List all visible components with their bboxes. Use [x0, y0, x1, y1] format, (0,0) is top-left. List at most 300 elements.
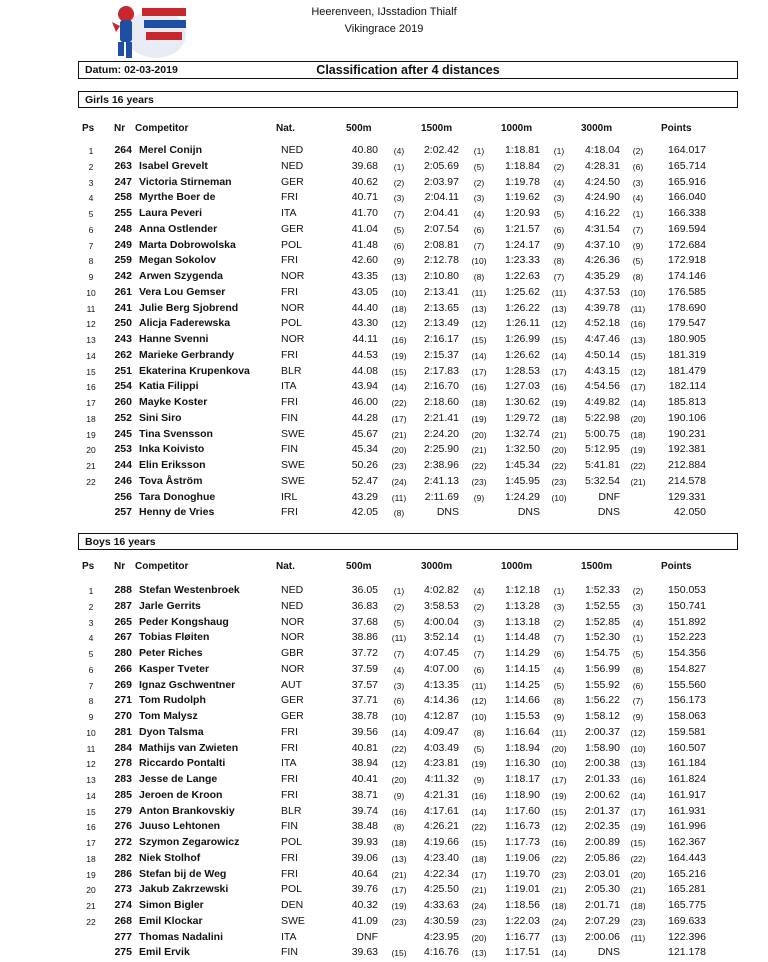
rank-4: (15) [630, 350, 646, 361]
competitor-name: Kasper Tveter [139, 662, 210, 675]
rank-4: (20) [630, 869, 646, 880]
time-2: 2:16.70 [423, 380, 459, 393]
rank: 14 [86, 790, 96, 801]
time-4: 4:35.29 [584, 270, 620, 282]
rank: 9 [88, 712, 94, 722]
start-number: 266 [114, 662, 132, 675]
time-3: 1:19.06 [504, 851, 540, 864]
time-1: 45.67 [351, 427, 378, 440]
points: 172.918 [668, 254, 706, 267]
points: 165.775 [668, 899, 706, 911]
time-3: 1:14.25 [504, 678, 540, 691]
rank: 16 [86, 822, 96, 833]
table-row [0, 491, 768, 507]
rank-3: (16) [551, 838, 567, 848]
time-4: 4:54.56 [584, 380, 620, 393]
rank-2: (2) [473, 601, 485, 612]
time-2: 4:19.66 [423, 836, 459, 848]
rank-1: (17) [391, 413, 407, 424]
rank-1: (1) [393, 161, 405, 172]
rank: 3 [88, 617, 94, 628]
col-ps: Ps [82, 561, 95, 572]
start-number: 288 [114, 584, 132, 596]
points: 161.824 [668, 773, 706, 785]
rank-1: (12) [391, 759, 407, 770]
rank-2: (4) [473, 209, 485, 219]
table-row [0, 254, 768, 270]
table-row [0, 663, 768, 679]
start-number: 245 [114, 427, 132, 440]
rank-2: (9) [473, 775, 485, 785]
start-number: 260 [114, 396, 132, 408]
rank-3: (3) [553, 193, 565, 204]
time-3: 1:13.18 [504, 615, 540, 628]
rank-4: (8) [632, 272, 644, 282]
points: 190.231 [668, 427, 706, 440]
nationality: FRI [281, 741, 298, 754]
points: 161.996 [668, 820, 706, 833]
time-2: 4:16.76 [423, 946, 459, 959]
rank-4: (21) [630, 476, 646, 487]
nationality: FRI [281, 851, 298, 864]
rank-4: (3) [632, 601, 644, 612]
time-4: 1:58.90 [584, 741, 620, 754]
nationality: DEN [281, 899, 304, 911]
rank-1: (22) [391, 743, 407, 754]
time-3: 1:14.29 [504, 647, 540, 659]
time-4: 4:47.46 [584, 333, 620, 345]
time-1: 44.40 [351, 301, 378, 314]
rank-2: (22) [471, 461, 487, 471]
time-2: 2:21.41 [423, 411, 459, 424]
rank-1: (14) [391, 382, 407, 393]
table-row [0, 176, 768, 192]
time-3: 1:19.01 [504, 883, 540, 896]
time-1: 38.86 [351, 631, 378, 644]
time-4: 4:26.36 [584, 254, 620, 267]
time-2: 2:13.49 [423, 317, 459, 330]
rank: 15 [86, 366, 96, 377]
competitor-name: Anton Brankovskiy [139, 804, 235, 817]
col-distance-3: 1000m [501, 561, 533, 572]
rank-1: (15) [391, 948, 407, 959]
rank-2: (10) [471, 256, 487, 267]
time-2: 3:52.14 [423, 631, 459, 644]
time-2: 2:18.60 [423, 396, 459, 408]
rank-4: (5) [632, 649, 644, 659]
rank-1: (5) [393, 617, 405, 628]
rank-1: (20) [391, 445, 407, 456]
rank-2: (4) [473, 586, 485, 596]
nationality: SWE [281, 427, 305, 440]
rank-2: (7) [473, 240, 485, 251]
rank-2: (22) [471, 822, 487, 833]
time-1: 41.04 [351, 222, 378, 235]
points: 150.741 [668, 599, 706, 612]
rank-1: (21) [391, 429, 407, 440]
rank-3: (7) [553, 633, 565, 644]
table-row [0, 239, 768, 255]
time-3: 1:32.74 [504, 427, 540, 440]
competitor-name: Szymon Zegarowicz [139, 836, 240, 848]
nationality: SWE [281, 914, 305, 927]
time-4: 1:56.22 [584, 694, 620, 707]
rank-1: (1) [393, 586, 405, 596]
rank-4: (4) [632, 617, 644, 628]
rank-4: (2) [632, 586, 644, 596]
col-nat: Nat. [276, 561, 295, 572]
start-number: 250 [114, 317, 132, 330]
rank-4: (8) [632, 664, 644, 675]
nationality: FRI [281, 773, 298, 785]
time-3: 1:17.60 [504, 804, 540, 817]
time-4: 1:52.85 [584, 615, 620, 628]
time-4: 2:07.29 [584, 914, 620, 927]
time-3: 1:26.11 [505, 317, 540, 330]
nationality: FRI [281, 867, 298, 880]
nationality: AUT [281, 678, 302, 691]
time-3: 1:18.81 [504, 144, 540, 156]
col-points: Points [661, 561, 692, 572]
rank-2: (2) [473, 177, 485, 188]
competitor-name: Elin Eriksson [139, 459, 206, 471]
time-4: 1:52.55 [584, 599, 620, 612]
start-number: 252 [114, 411, 132, 424]
competitor-name: Jakub Zakrzewski [139, 883, 229, 896]
time-2: 4:07.00 [423, 662, 459, 675]
page-title: Classification after 4 distances [316, 63, 500, 77]
rank-2: (21) [471, 885, 487, 896]
time-4: 4:50.14 [584, 348, 620, 361]
start-number: 267 [114, 631, 132, 644]
time-4: 4:24.50 [584, 175, 620, 188]
time-1: 40.32 [351, 899, 378, 911]
time-2: 2:38.96 [423, 459, 459, 471]
points: 160.507 [668, 741, 706, 754]
col-distance-2: 3000m [421, 561, 453, 572]
time-2: 2:41.13 [423, 474, 459, 487]
time-1: 39.63 [351, 946, 378, 959]
rank-3: (5) [553, 209, 565, 219]
table-row [0, 333, 768, 349]
table-row [0, 459, 768, 475]
rank-4: (13) [630, 335, 646, 345]
rank-1: (23) [391, 916, 407, 927]
nationality: NED [281, 159, 304, 172]
time-3: 1:24.29 [504, 490, 540, 503]
start-number: 280 [114, 647, 132, 659]
rank: 8 [88, 256, 94, 267]
time-2: 2:02.42 [423, 144, 459, 156]
time-3: 1:18.94 [504, 741, 540, 754]
competitor-name: Henny de Vries [139, 506, 215, 519]
time-1: 41.70 [351, 207, 378, 219]
time-3: 1:26.99 [504, 333, 540, 345]
rank: 14 [86, 350, 96, 361]
nationality: GER [281, 175, 304, 188]
rank-3: (17) [551, 366, 567, 377]
rank-3: (21) [551, 429, 567, 440]
time-2: 2:16.17 [423, 333, 459, 345]
points: 156.173 [668, 694, 706, 707]
start-number: 279 [114, 804, 132, 817]
time-4: 2:00.06 [584, 930, 620, 943]
time-3: 1:17.73 [504, 836, 540, 848]
time-2: 4:02.82 [423, 584, 459, 596]
time-1: 39.56 [351, 725, 378, 738]
time-3: 1:25.62 [504, 285, 540, 298]
time-4: 1:52.30 [584, 631, 620, 644]
nationality: NOR [281, 333, 305, 345]
col-nat: Nat. [276, 123, 295, 134]
rank-4: (9) [632, 240, 644, 251]
nationality: FRI [281, 725, 298, 738]
time-2: 2:04.11 [424, 191, 459, 204]
rank-1: (8) [393, 822, 405, 833]
table-row [0, 868, 768, 884]
rank: 21 [86, 461, 96, 471]
rank-3: (19) [551, 790, 567, 801]
points: 162.367 [668, 836, 706, 848]
time-4: 1:54.75 [584, 647, 620, 659]
col-competitor: Competitor [135, 123, 189, 134]
time-1: 40.80 [351, 144, 378, 156]
points: 192.381 [668, 443, 706, 456]
competitor-name: Marieke Gerbrandy [139, 348, 235, 361]
time-2: 4:26.21 [423, 820, 459, 833]
start-number: 258 [114, 191, 132, 204]
rank-1: (19) [391, 350, 407, 361]
rank-1: (6) [393, 696, 405, 707]
rank-1: (10) [391, 287, 407, 298]
start-number: 244 [114, 459, 132, 471]
time-3: 1:16.73 [504, 820, 540, 833]
rank-1: (4) [393, 146, 405, 156]
time-4: 1:55.92 [584, 678, 620, 691]
competitor-name: Dyon Talsma [139, 725, 204, 738]
points: 178.690 [668, 301, 706, 314]
start-number: 249 [114, 238, 132, 251]
time-1: 38.78 [351, 710, 378, 722]
table-row [0, 380, 768, 396]
competitor-name: Stefan Westenbroek [139, 584, 240, 596]
rank: 4 [88, 193, 94, 204]
nationality: BLR [281, 804, 302, 817]
time-1: 39.93 [351, 836, 378, 848]
rank-4: (3) [632, 177, 644, 188]
nationality: POL [281, 883, 303, 896]
table-row [0, 710, 768, 726]
rank-3: (4) [553, 177, 565, 188]
time-3: 1:21.57 [504, 222, 540, 235]
time-3: 1:16.30 [504, 757, 540, 770]
competitor-name: Thomas Nadalini [139, 930, 224, 943]
rank: 6 [88, 224, 94, 235]
table-row [0, 836, 768, 852]
start-number: 256 [114, 490, 132, 503]
points: 180.905 [668, 333, 706, 345]
rank-3: (11) [551, 287, 567, 298]
rank-4: (1) [632, 633, 644, 644]
nationality: NOR [281, 631, 305, 644]
time-1: 45.34 [351, 443, 378, 456]
time-1: 42.60 [351, 254, 378, 267]
time-3: 1:20.93 [504, 207, 540, 219]
table-row [0, 160, 768, 176]
rank-1: (3) [393, 193, 405, 204]
nationality: ITA [281, 930, 297, 943]
time-2: 2:24.20 [423, 427, 459, 440]
rank-4: (1) [632, 209, 644, 219]
time-3: 1:14.48 [504, 631, 540, 644]
time-2: 2:07.54 [423, 222, 459, 235]
rank-4: (14) [630, 398, 646, 408]
competitor-name: Mathijs van Zwieten [139, 741, 239, 754]
rank: 3 [88, 177, 94, 188]
rank-4: (23) [630, 916, 646, 927]
competitor-name: Emil Klockar [139, 914, 203, 927]
time-2: 4:12.87 [423, 710, 459, 722]
competitor-name: Jeroen de Kroon [139, 788, 223, 801]
nationality: POL [281, 238, 303, 251]
rank-3: (4) [553, 664, 565, 675]
rank-3: (3) [553, 601, 565, 612]
nationality: FRI [281, 191, 298, 204]
time-1: 39.06 [351, 851, 378, 864]
table-row [0, 805, 768, 821]
nationality: FRI [281, 254, 298, 267]
category-bar-girls [78, 91, 738, 108]
points: 165.714 [668, 159, 706, 172]
rank-3: (13) [551, 932, 567, 943]
time-4: 2:00.62 [584, 788, 620, 801]
rank-4: (5) [632, 256, 644, 267]
start-number: 261 [114, 285, 132, 298]
time-3: 1:45.34 [504, 459, 540, 471]
rank-1: (2) [393, 177, 405, 188]
rank-3: (1) [553, 146, 565, 156]
rank-3: (9) [553, 240, 565, 251]
time-1: 37.72 [351, 647, 378, 659]
rank-1: (16) [391, 806, 407, 817]
rank: 7 [88, 240, 94, 251]
nationality: GBR [281, 647, 304, 659]
time-2: 3:58.53 [423, 599, 459, 612]
rank-1: (12) [391, 319, 407, 330]
competitor-name: Isabel Grevelt [139, 159, 208, 172]
rank-3: (2) [553, 617, 565, 628]
rank-3: (11) [551, 727, 567, 738]
time-1: 41.09 [351, 914, 378, 927]
time-3: 1:26.62 [504, 348, 540, 361]
start-number: 275 [114, 946, 132, 959]
time-4: 4:49.82 [584, 396, 620, 408]
table-row [0, 742, 768, 758]
nationality: NOR [281, 301, 305, 314]
rank-2: (1) [473, 146, 485, 156]
competitor-name: Vera Lou Gemser [139, 285, 226, 298]
col-points: Points [661, 123, 692, 134]
time-4: 2:00.38 [584, 757, 620, 770]
rank-1: (9) [393, 256, 405, 267]
start-number: 274 [114, 899, 132, 911]
category-title: Boys 16 years [85, 536, 156, 548]
rank-1: (5) [393, 224, 405, 235]
rank-4: (20) [630, 413, 646, 424]
rank-3: (2) [553, 161, 565, 172]
time-1: 40.62 [351, 175, 378, 188]
column-header-boys [0, 561, 768, 575]
time-3: 1:15.53 [504, 710, 540, 722]
points: 182.114 [668, 380, 706, 393]
rank: 19 [86, 429, 96, 440]
time-1: 43.94 [351, 380, 378, 393]
nationality: NOR [281, 615, 305, 628]
points: 166.040 [668, 191, 706, 204]
rank-4: (17) [630, 382, 646, 393]
rank: 20 [86, 885, 96, 896]
rank-3: (15) [551, 806, 567, 817]
nationality: NED [281, 584, 304, 596]
rank-2: (1) [473, 633, 485, 644]
points: 161.931 [668, 804, 706, 817]
rank-4: (13) [630, 759, 646, 770]
time-1: 42.05 [351, 506, 378, 519]
time-3: 1:29.72 [504, 411, 540, 424]
time-3: 1:16.77 [504, 930, 540, 943]
points: 169.633 [668, 914, 706, 927]
points: 164.017 [668, 144, 706, 156]
time-1: 43.29 [351, 490, 378, 503]
rank-4: (16) [630, 319, 646, 330]
rank-1: (7) [393, 209, 405, 219]
points: 165.916 [668, 175, 706, 188]
time-3: 1:16.64 [504, 725, 540, 738]
time-3: 1:22.63 [504, 270, 540, 282]
rank-1: (13) [391, 272, 407, 282]
rank: 20 [86, 445, 96, 456]
nationality: GER [281, 222, 304, 235]
start-number: 255 [114, 207, 132, 219]
competitor-name: Tova Åström [139, 474, 203, 487]
rank-3: (21) [551, 885, 567, 896]
rank-2: (12) [471, 319, 487, 330]
rank-3: (12) [551, 319, 567, 330]
time-2: 4:22.34 [423, 867, 459, 880]
col-distance-2: 1500m [421, 123, 453, 134]
time-4: 4:16.22 [584, 207, 620, 219]
points: 155.560 [668, 678, 706, 691]
time-3: 1:28.53 [504, 364, 540, 377]
rank-3: (23) [551, 869, 567, 880]
col-distance-1: 500m [346, 123, 372, 134]
time-1: 46.00 [351, 396, 378, 408]
rank-4: (18) [630, 901, 646, 911]
rank: 6 [88, 664, 94, 675]
competitor-name: Marta Dobrowolska [139, 238, 236, 251]
table-row [0, 475, 768, 491]
rank: 2 [88, 601, 94, 612]
table-row [0, 443, 768, 459]
rank-2: (12) [471, 696, 487, 707]
rank-2: (10) [471, 712, 487, 722]
rank-3: (10) [551, 492, 567, 503]
start-number: 243 [114, 333, 132, 345]
time-2: 2:04.41 [423, 207, 459, 219]
points: 150.053 [668, 584, 706, 596]
table-row [0, 757, 768, 773]
rank-2: (18) [471, 853, 487, 864]
